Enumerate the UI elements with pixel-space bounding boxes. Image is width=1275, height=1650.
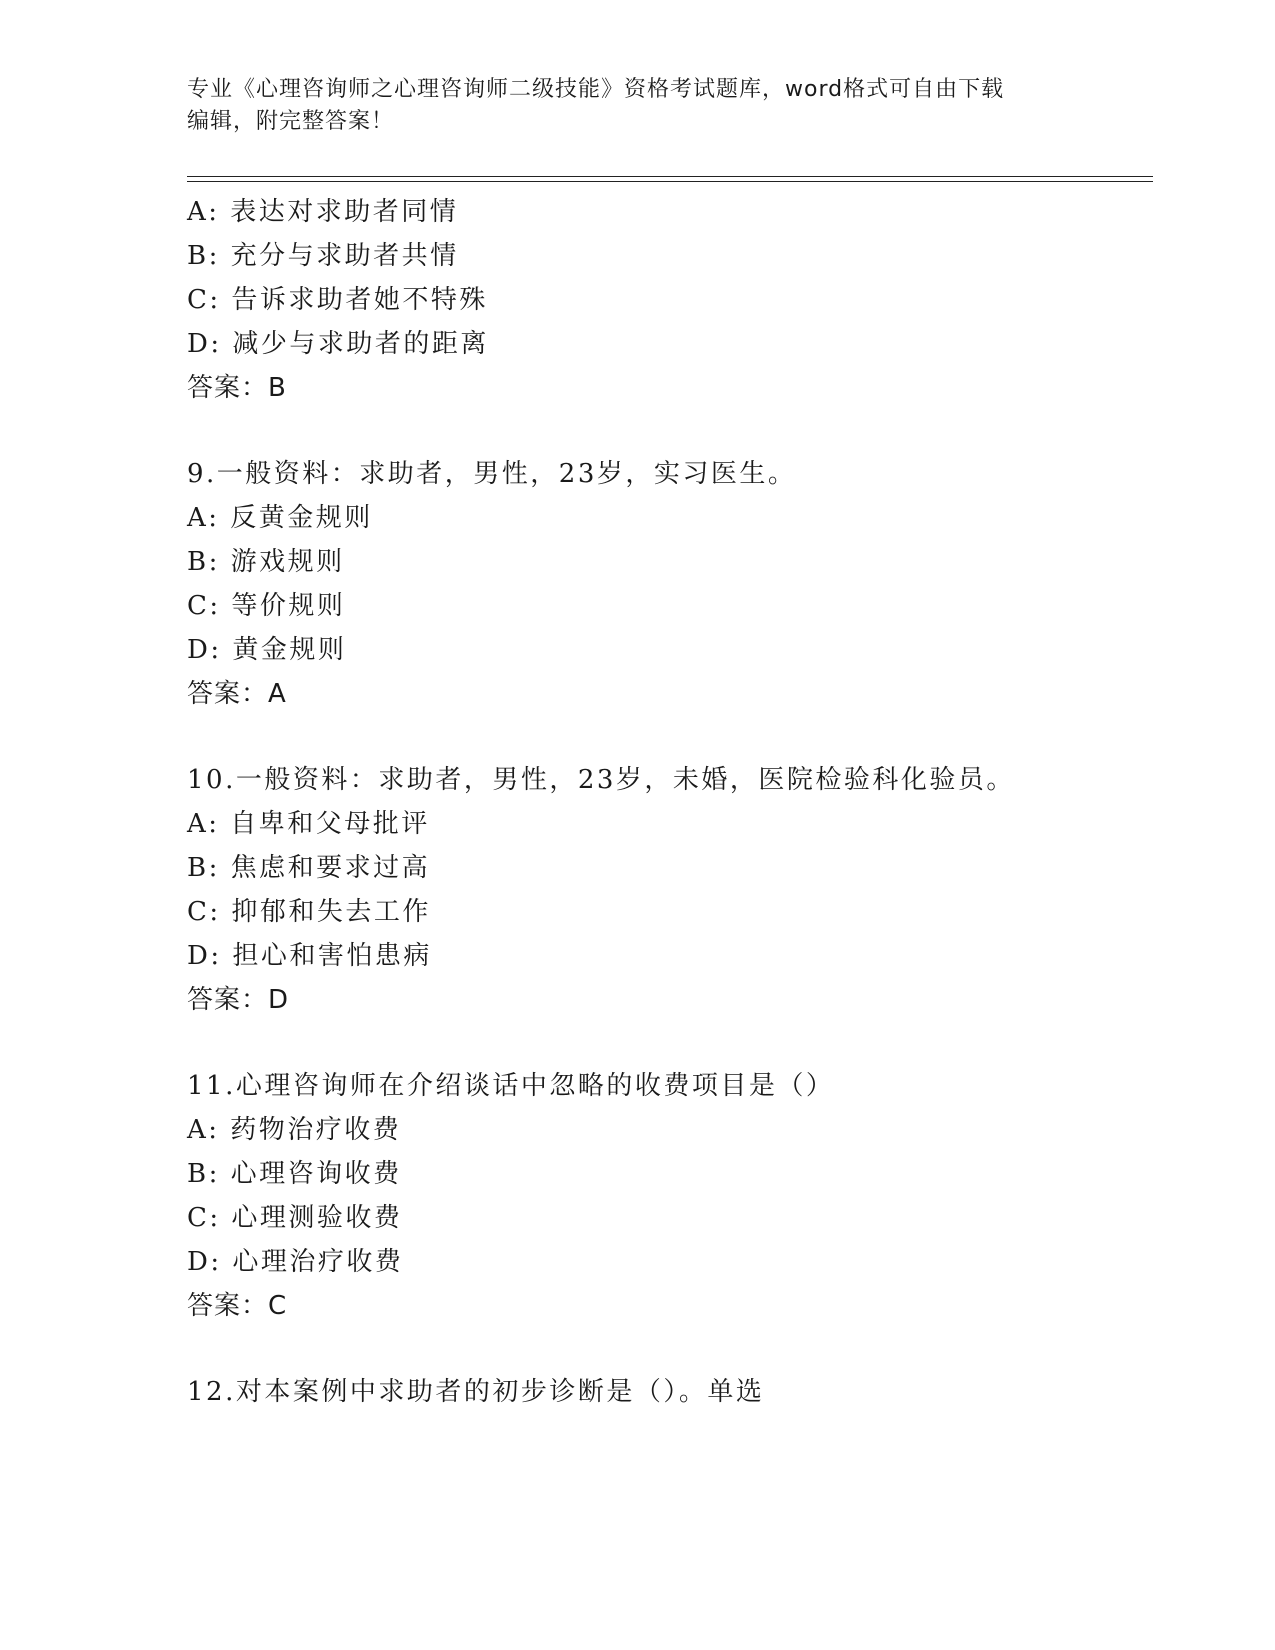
q11-question: 11.心理咨询师在介绍谈话中忽略的收费项目是（）	[187, 1071, 835, 1101]
document-header	[187, 74, 1067, 138]
q10-option-b: B: 焦虑和要求过高	[187, 853, 431, 883]
q10-answer: 答案：D	[187, 985, 290, 1015]
q11-option-c: C: 心理测验收费	[187, 1203, 403, 1233]
q10-question: 10.一般资料：求助者，男性，23岁，未婚，医院检验科化验员。	[187, 765, 1015, 795]
header-divider-top	[187, 176, 1153, 177]
q8-option-b: B: 充分与求助者共情	[187, 241, 459, 271]
q11-option-d: D: 心理治疗收费	[187, 1247, 404, 1277]
q9-question: 9.一般资料：求助者，男性，23岁，实习医生。	[187, 459, 797, 489]
q11-answer: 答案：C	[187, 1291, 288, 1321]
q10-option-d: D: 担心和害怕患病	[187, 941, 432, 971]
q8-answer: 答案：B	[187, 373, 287, 403]
q8-option-d: D: 减少与求助者的距离	[187, 329, 489, 359]
q10-option-a: A: 自卑和父母批评	[187, 809, 430, 839]
q8-option-c: C: 告诉求助者她不特殊	[187, 285, 488, 315]
header-line-2: 编辑，附完整答案！	[187, 109, 395, 134]
q11-option-b: B: 心理咨询收费	[187, 1159, 402, 1189]
header-line-1: 专业《心理咨询师之心理咨询师二级技能》资格考试题库，word格式可自由下载	[187, 77, 1005, 102]
q10-option-c: C: 抑郁和失去工作	[187, 897, 431, 927]
q9-option-c: C: 等价规则	[187, 591, 346, 621]
header-divider-bottom	[187, 181, 1153, 182]
q9-answer: 答案：A	[187, 679, 287, 709]
q9-option-a: A: 反黄金规则	[187, 503, 373, 533]
q9-option-b: B: 游戏规则	[187, 547, 345, 577]
q9-option-d: D: 黄金规则	[187, 635, 347, 665]
q12-question: 12.对本案例中求助者的初步诊断是（）。单选	[187, 1377, 765, 1407]
q8-option-a: A: 表达对求助者同情	[187, 197, 459, 227]
q11-option-a: A: 药物治疗收费	[187, 1115, 402, 1145]
